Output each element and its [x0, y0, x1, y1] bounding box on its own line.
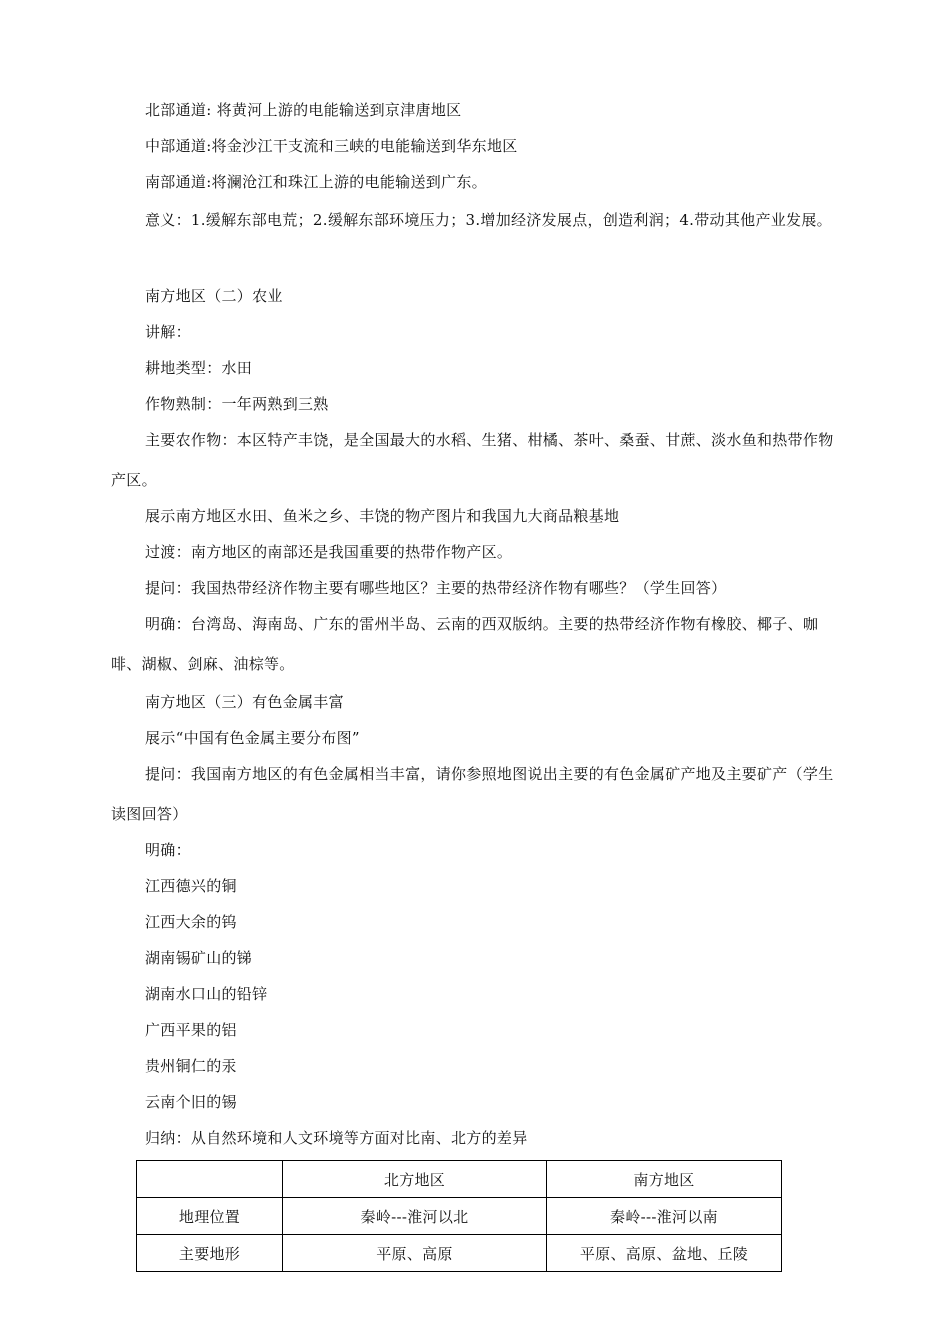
- table-header-cell: 北方地区: [283, 1161, 547, 1198]
- paragraph-show-map: 展示“中国有色金属主要分布图”: [145, 729, 360, 747]
- list-item-copper: 江西德兴的铜: [145, 877, 237, 895]
- comparison-table: [136, 1160, 782, 1272]
- heading-nonferrous-metals: 南方地区（三）有色金属丰富: [145, 693, 344, 711]
- paragraph-summary: 归纳：从自然环境和人文环境等方面对比南、北方的差异: [145, 1129, 528, 1147]
- heading-agriculture: 南方地区（二）农业: [145, 287, 283, 305]
- paragraph-farmland-type: 耕地类型：水田: [145, 359, 253, 377]
- table-cell: 平原、高原: [283, 1235, 547, 1272]
- table-header-cell: 南方地区: [547, 1161, 782, 1198]
- table-header-cell: [137, 1161, 283, 1198]
- table-cell: 秦岭---淮河以南: [547, 1198, 782, 1235]
- table-cell: 主要地形: [137, 1235, 283, 1272]
- paragraph-main-crops: 主要农作物：本区特产丰饶，是全国最大的水稻、生猪、柑橘、茶叶、桑蚕、甘蔗、淡水鱼和热带作物产区。: [111, 431, 834, 489]
- paragraph-explanation: 讲解：: [145, 323, 191, 341]
- list-item-lead-zinc: 湖南水口山的铅锌: [145, 985, 268, 1003]
- paragraph-show-pictures: 展示南方地区水田、鱼米之乡、丰饶的物产图片和我国九大商品粮基地: [145, 507, 620, 525]
- paragraph-answer-tropical: 明确：台湾岛、海南岛、广东的雷州半岛、云南的西双版纳。主要的热带经济作物有橡胶、椰子、咖啡、湖椒、剑麻、油棕等。: [111, 615, 819, 673]
- paragraph-north-channel: 北部通道: 将黄河上游的电能输送到京津唐地区: [145, 101, 462, 119]
- paragraph-middle-channel: 中部通道:将金沙江干支流和三峡的电能输送到华东地区: [145, 137, 518, 155]
- list-item-tin: 云南个旧的锡: [145, 1093, 237, 1111]
- paragraph-transition: 过渡：南方地区的南部还是我国重要的热带作物产区。: [145, 543, 513, 561]
- paragraph-crop-system: 作物熟制：一年两熟到三熟: [145, 395, 329, 413]
- table-cell: 地理位置: [137, 1198, 283, 1235]
- table-row: [137, 1235, 782, 1272]
- paragraph-clarify: 明确：: [145, 841, 191, 859]
- list-item-mercury: 贵州铜仁的汞: [145, 1057, 237, 1075]
- table-row: [137, 1198, 782, 1235]
- table-cell: 秦岭---淮河以北: [283, 1198, 547, 1235]
- list-item-antimony: 湖南锡矿山的锑: [145, 949, 253, 967]
- paragraph-question-metals: 提问：我国南方地区的有色金属相当丰富，请你参照地图说出主要的有色金属矿产地及主要矿产（学生读图回答）: [111, 765, 834, 823]
- paragraph-question-tropical: 提问：我国热带经济作物主要有哪些地区？主要的热带经济作物有哪些？（学生回答）: [145, 579, 727, 597]
- paragraph-significance: 意义：1.缓解东部电荒；2.缓解东部环境压力；3.增加经济发展点，创造利润；4.带动其他产业发展。: [145, 211, 832, 229]
- list-item-tungsten: 江西大余的钨: [145, 913, 237, 931]
- paragraph-south-channel: 南部通道:将澜沧江和珠江上游的电能输送到广东。: [145, 173, 487, 191]
- table-cell: 平原、高原、盆地、丘陵: [547, 1235, 782, 1272]
- table-header-row: [137, 1161, 782, 1198]
- list-item-aluminum: 广西平果的铝: [145, 1021, 237, 1039]
